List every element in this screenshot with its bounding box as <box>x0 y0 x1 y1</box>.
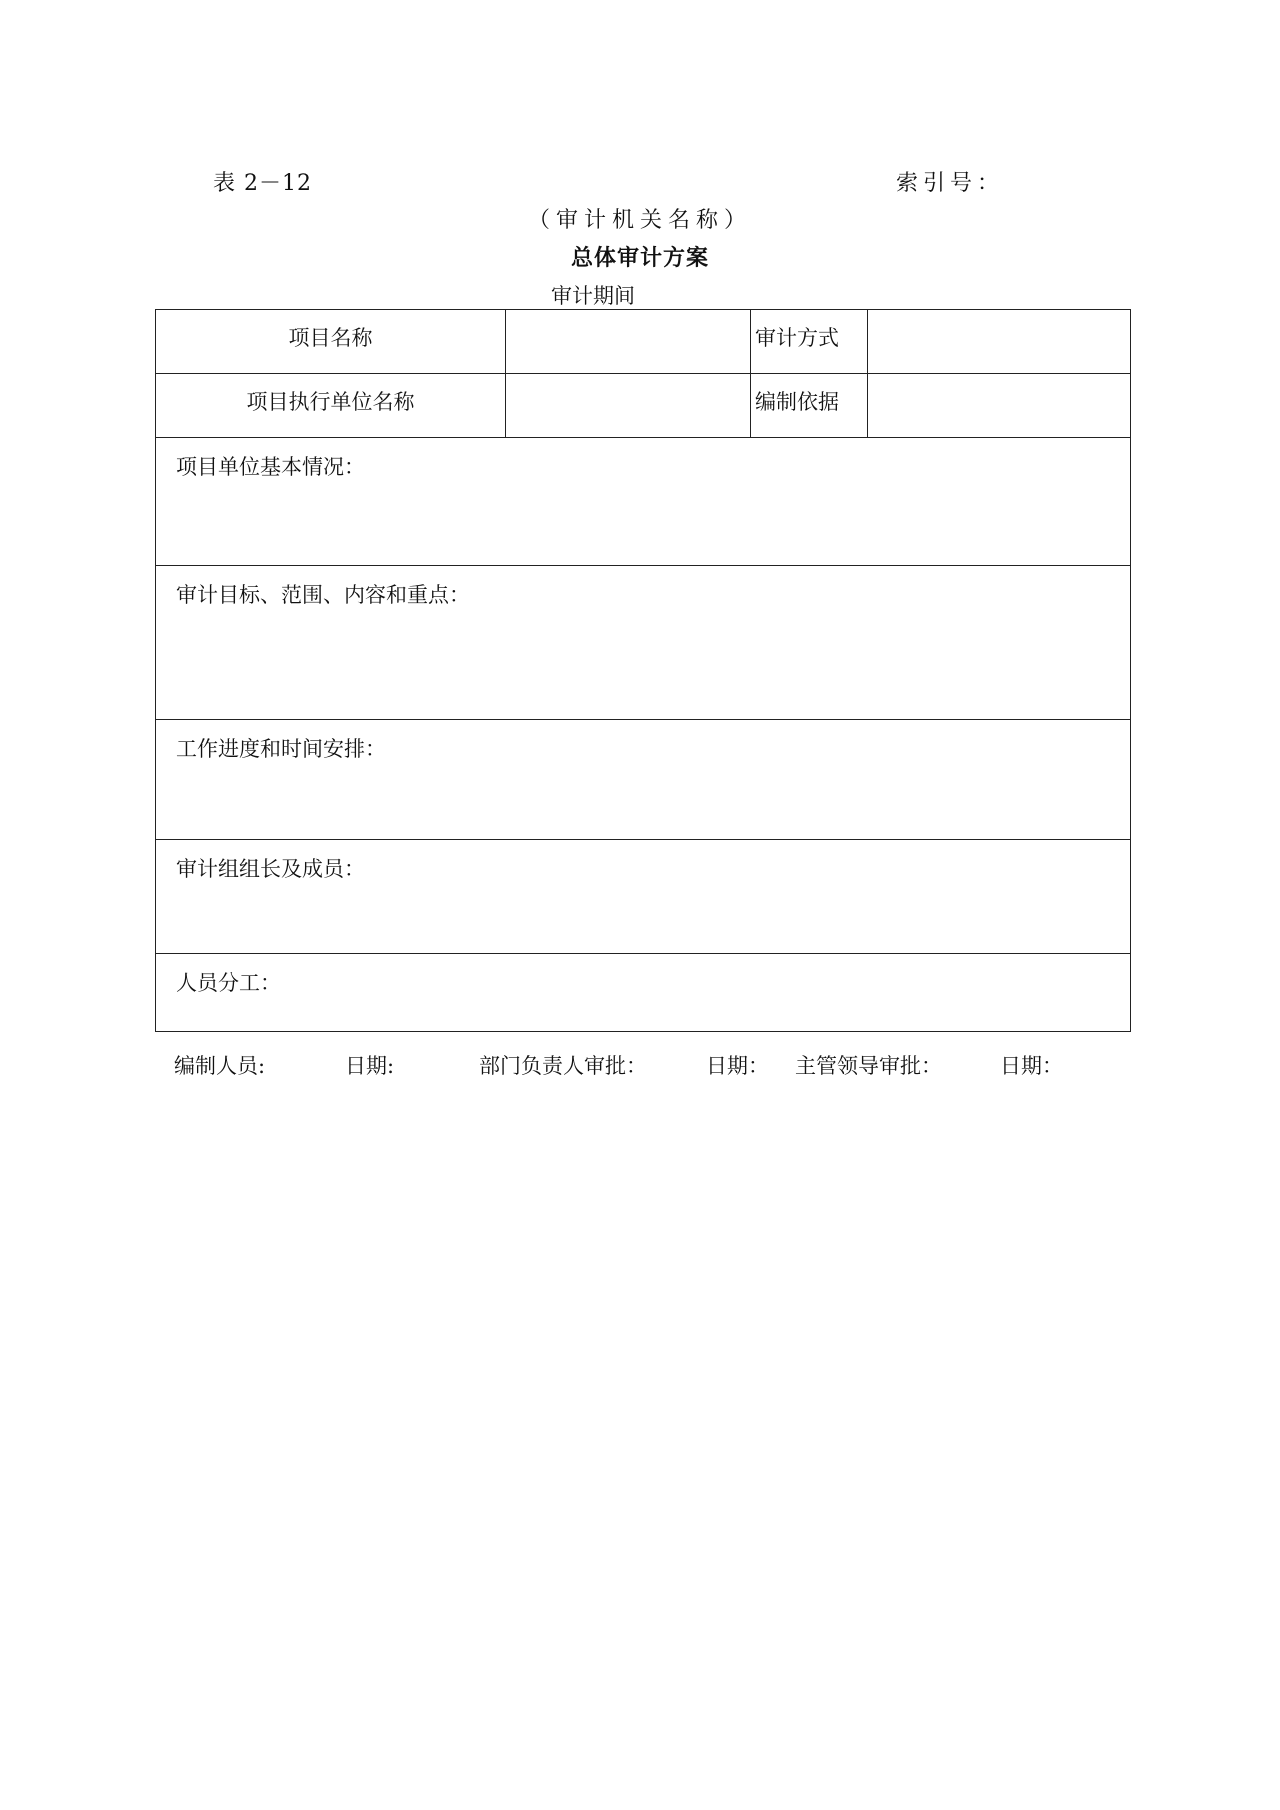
team-members-label: 审计组组长及成员： <box>176 857 365 881</box>
staff-division-section[interactable] <box>156 954 1131 1032</box>
compilation-basis-label-cell <box>751 374 868 438</box>
project-name-value-cell[interactable] <box>506 310 751 374</box>
compiler-label: 编制人员: <box>174 1054 266 1078</box>
project-name-label: 项目名称 <box>288 326 373 350</box>
staff-division-label: 人员分工： <box>176 971 281 995</box>
dept-approval-label: 部门负责人审批： <box>479 1054 647 1078</box>
executing-unit-value-cell[interactable] <box>506 374 751 438</box>
table-row <box>156 954 1131 1032</box>
project-name-label-cell <box>156 310 506 374</box>
audit-period <box>0 280 1280 310</box>
compilation-basis-label: 编制依据 <box>755 390 839 414</box>
unit-basic-info-section[interactable] <box>156 438 1131 566</box>
schedule-section[interactable] <box>156 720 1131 840</box>
table-row <box>156 840 1131 954</box>
audit-scope-section[interactable] <box>156 566 1131 720</box>
unit-basic-info-label: 项目单位基本情况： <box>176 455 365 479</box>
index-number-label: 索引号： <box>896 171 1005 196</box>
table-row <box>156 720 1131 840</box>
table-row <box>156 566 1131 720</box>
audit-period-blank[interactable] <box>637 289 729 310</box>
executing-unit-label: 项目执行单位名称 <box>246 390 415 414</box>
table-row <box>156 374 1131 438</box>
dept-approval-date-label: 日期： <box>706 1054 769 1078</box>
audit-organ-name: （审计机关名称） <box>527 208 752 233</box>
compilation-basis-value-cell[interactable] <box>868 374 1131 438</box>
audit-plan-table <box>155 309 1131 1032</box>
executing-unit-label-cell <box>156 374 506 438</box>
audit-period-label: 审计期间 <box>551 284 635 308</box>
table-row <box>156 438 1131 566</box>
audit-method-label-cell <box>751 310 868 374</box>
table-number: 表 2－12 <box>213 171 312 196</box>
leader-approval-label: 主管领导审批： <box>795 1054 942 1078</box>
document-title: 总体审计方案 <box>570 245 709 271</box>
table-row <box>156 310 1131 374</box>
leader-approval-date-label: 日期： <box>1000 1054 1063 1078</box>
audit-method-label: 审计方式 <box>755 326 839 350</box>
compile-date-label: 日期: <box>345 1054 395 1078</box>
audit-method-value-cell[interactable] <box>868 310 1131 374</box>
audit-scope-label: 审计目标、范围、内容和重点： <box>176 583 470 607</box>
schedule-label: 工作进度和时间安排： <box>176 737 386 761</box>
team-members-section[interactable] <box>156 840 1131 954</box>
